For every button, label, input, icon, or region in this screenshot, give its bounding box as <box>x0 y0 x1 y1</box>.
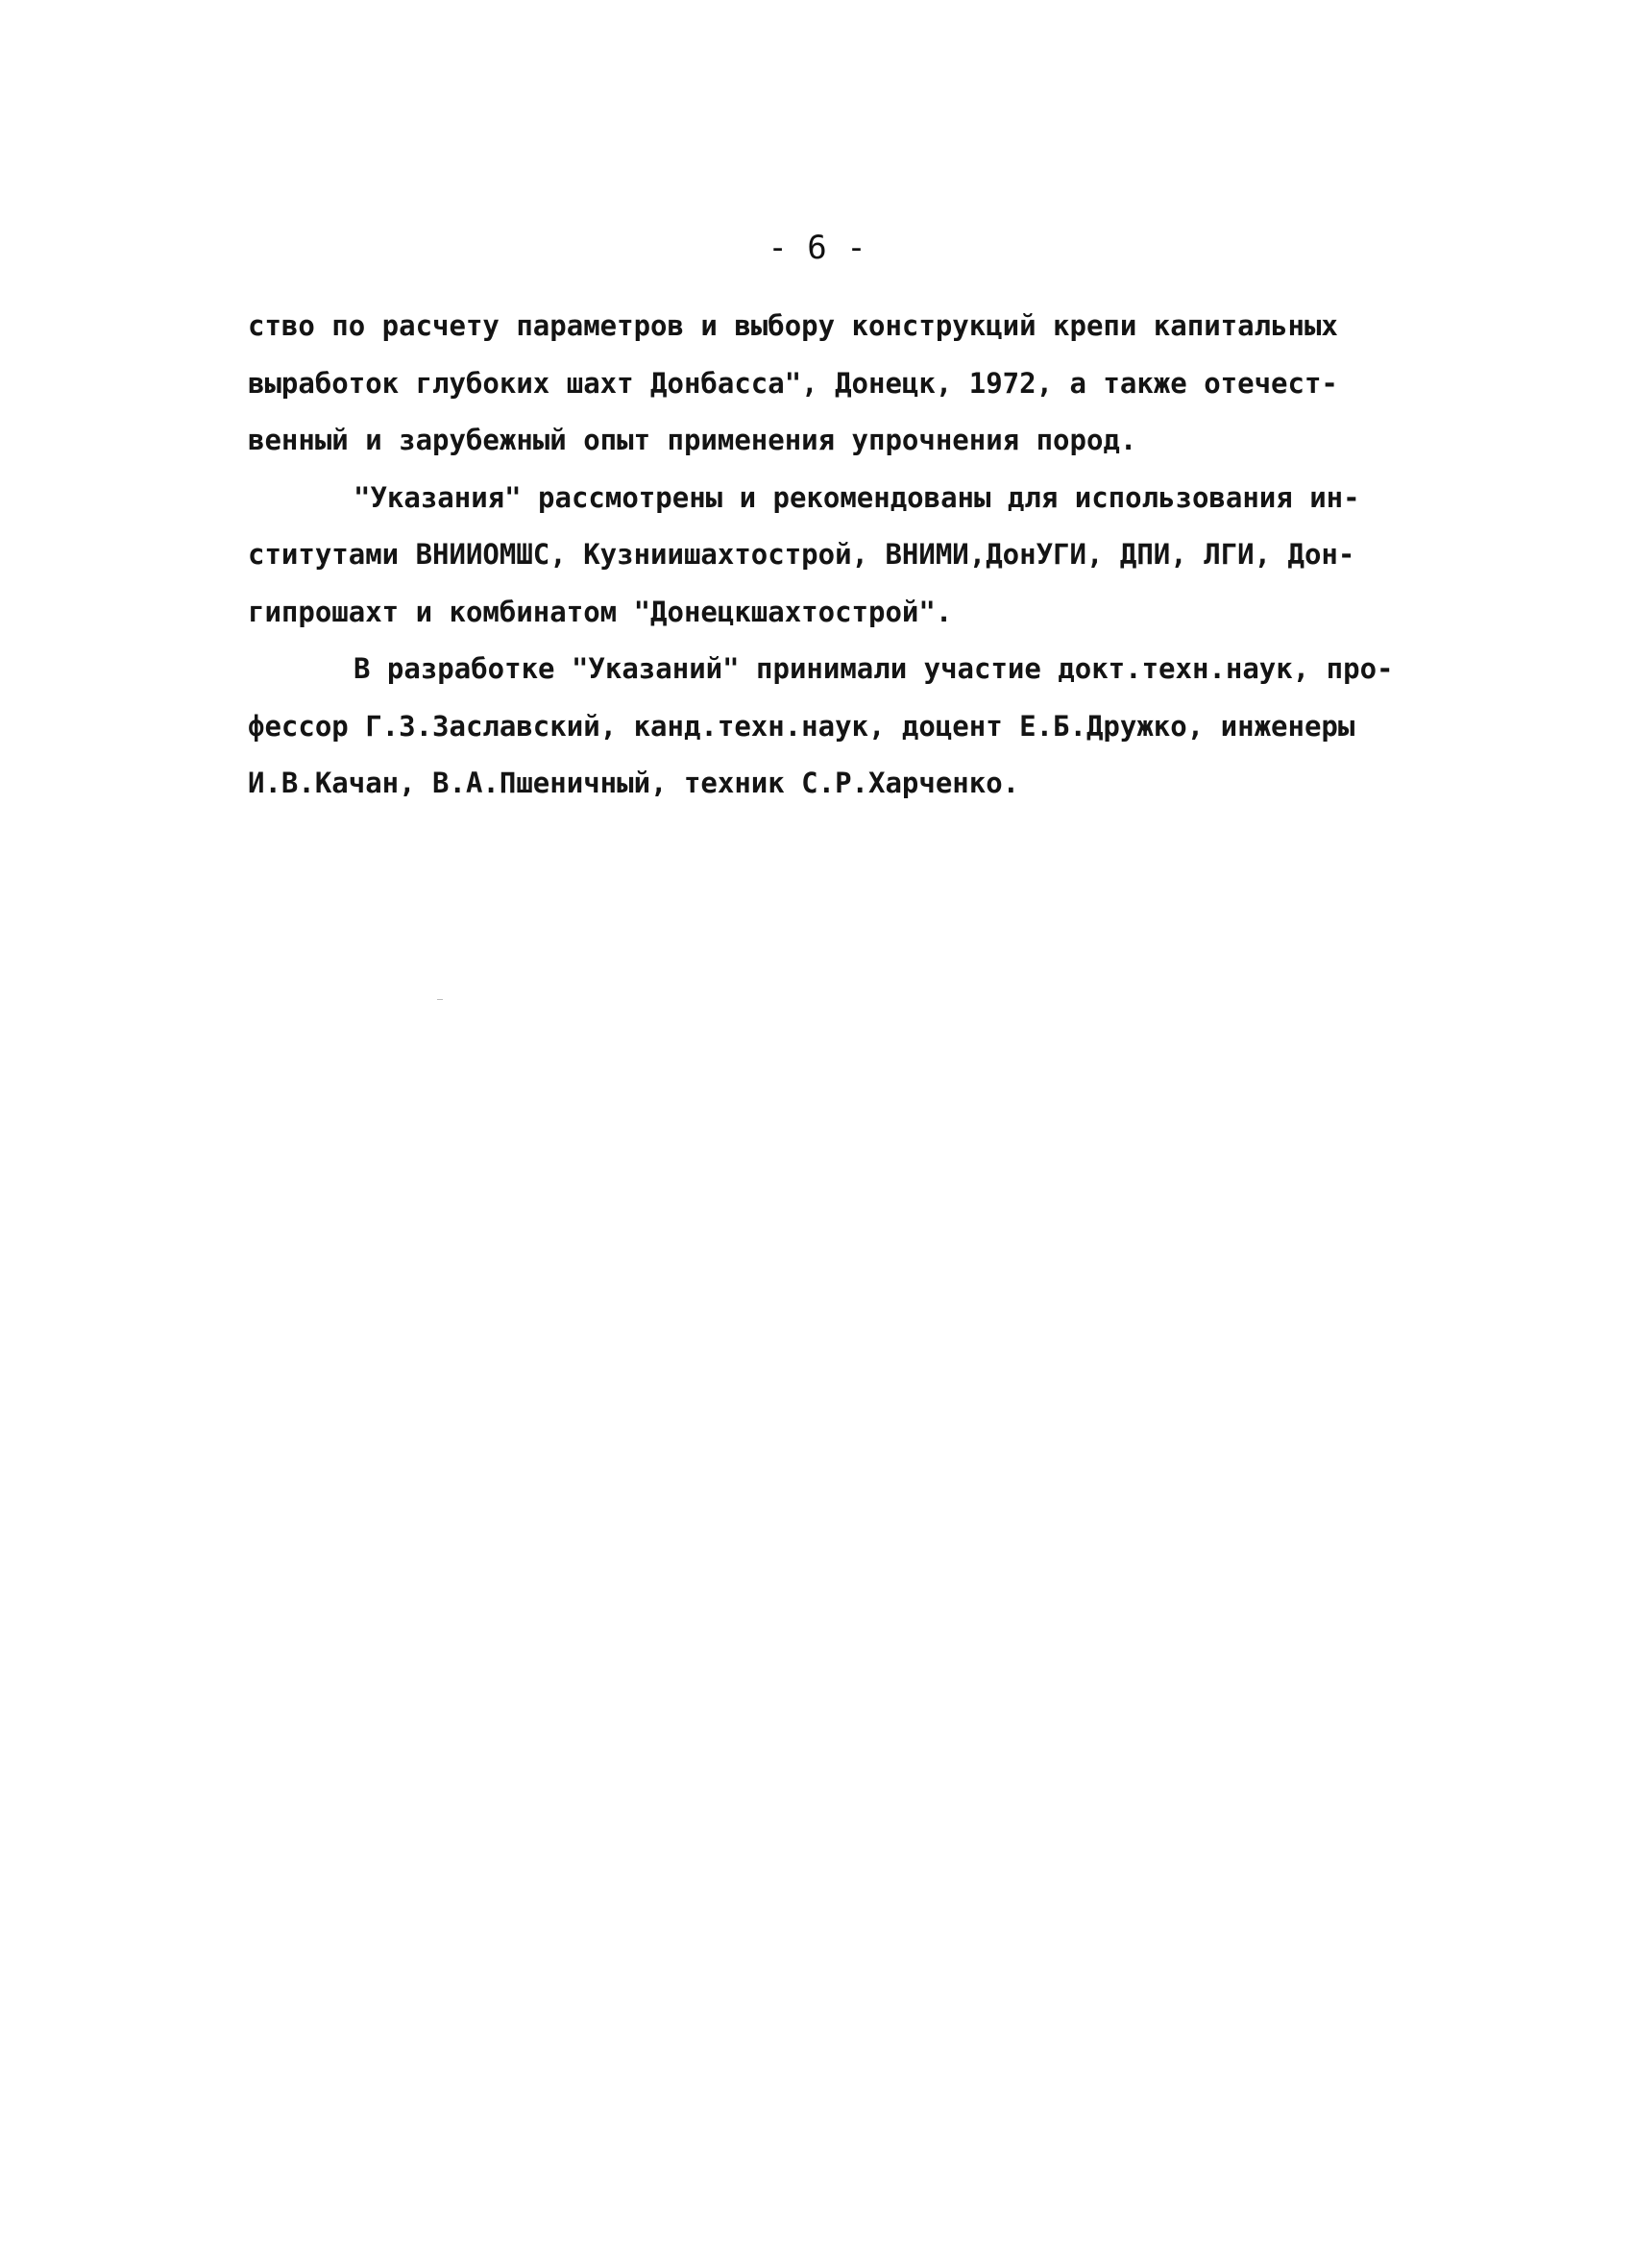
text-line: венный и зарубежный опыт применения упрочнения пород. <box>248 424 1137 456</box>
page-number: - 6 - <box>768 229 866 267</box>
text-line: выработок глубоких шахт Донбасса", Донецк, 1972, а также отечест- <box>248 366 1338 400</box>
paragraph-start-line: "Указания" рассмотрены и рекомендованы для использования ин- <box>354 480 1360 514</box>
text-line: ство по расчету параметров и выбору конструкций крепи капитальных <box>248 309 1338 342</box>
body-text <box>248 298 1449 813</box>
paragraph-start-line: В разработке "Указаний" принимали участие докт.техн.наук, про- <box>354 652 1394 685</box>
scan-speck <box>437 999 443 1000</box>
text-line: гипрошахт и комбинатом "Донецкшахтострой". <box>248 595 953 628</box>
text-line: И.В.Качан, В.А.Пшеничный, техник С.Р.Харченко. <box>248 767 1020 799</box>
text-line: фессор Г.З.Заславский, канд.техн.наук, доцент Е.Б.Дружко, инженеры <box>248 709 1355 743</box>
text-line: ститутами ВНИИОМШС, Кузниишахтострой, ВНИМИ,ДонУГИ, ДПИ, ЛГИ, Дон- <box>248 538 1355 571</box>
